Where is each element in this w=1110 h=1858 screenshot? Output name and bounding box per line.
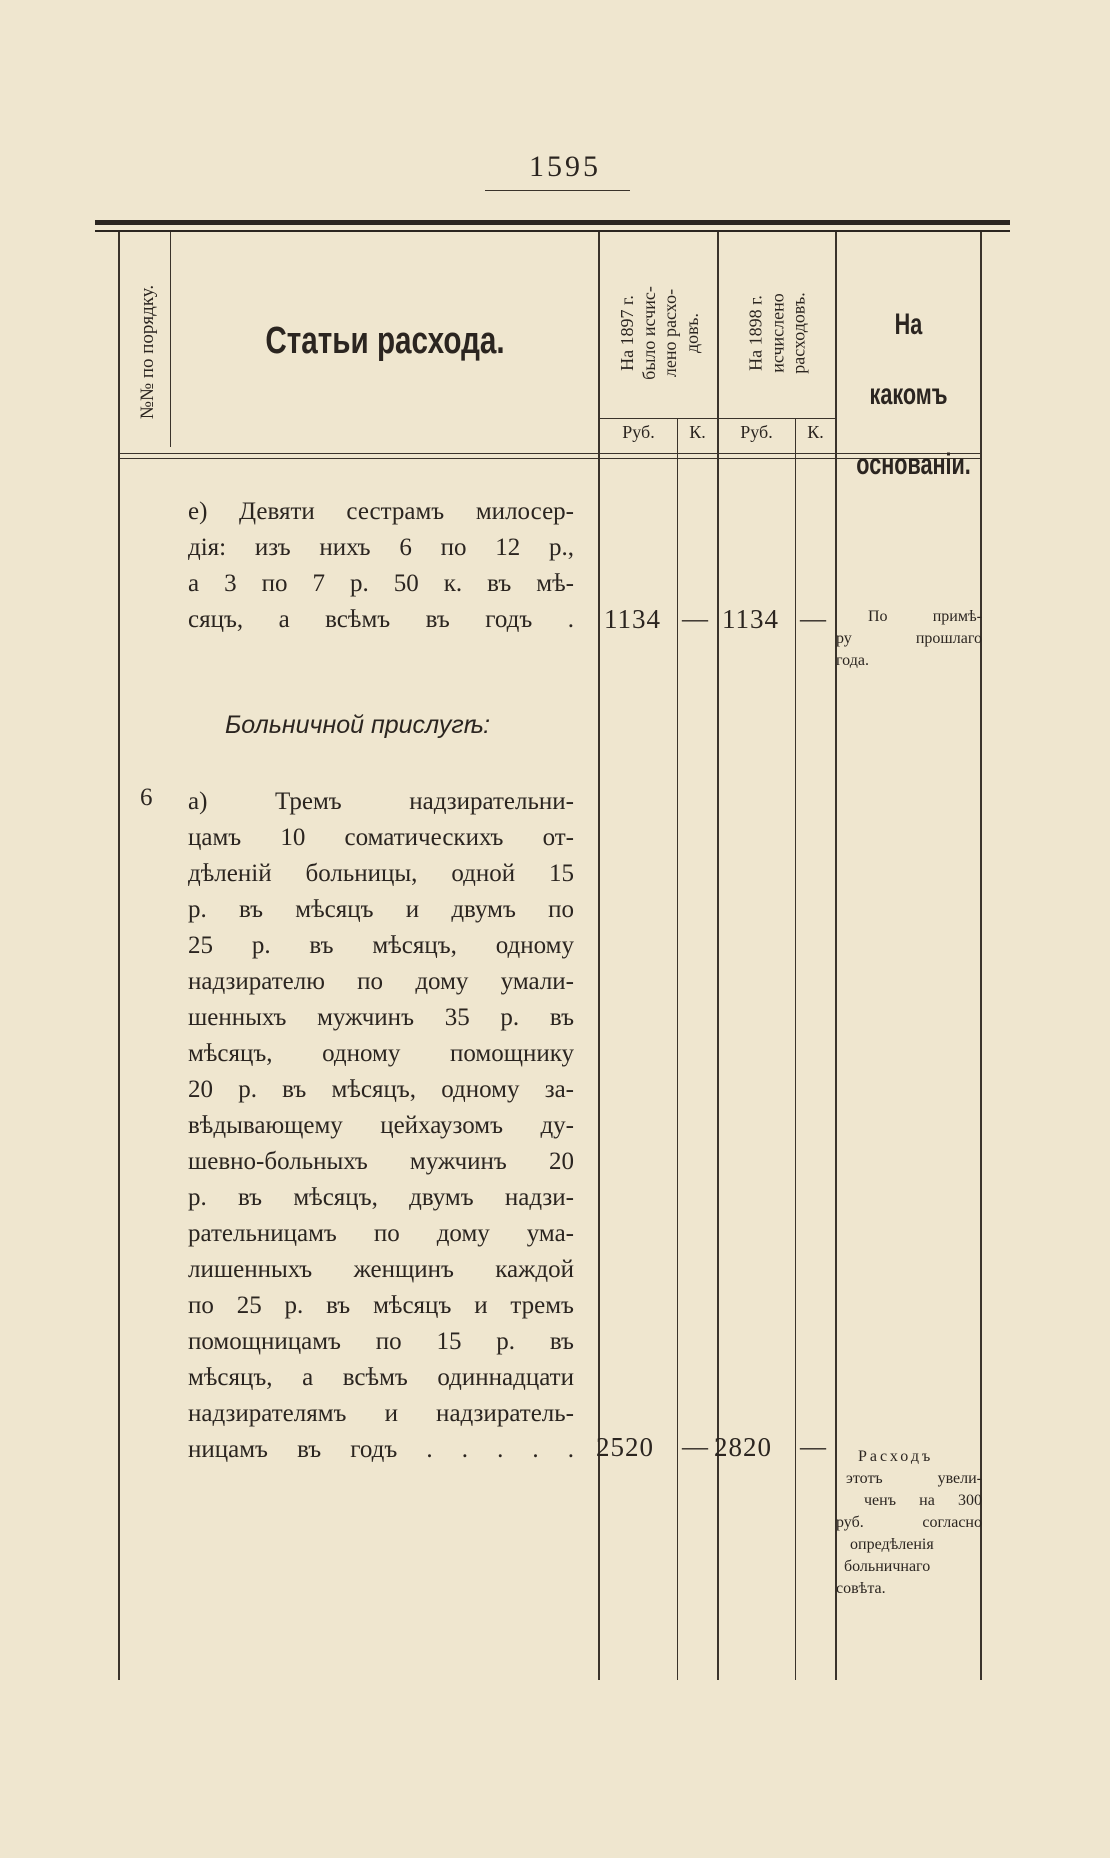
amount-1897: 1134 (604, 604, 661, 634)
table-top-rule-thin (95, 230, 1010, 232)
amount-1898: 2820 (714, 1432, 772, 1462)
text-line: надзирателямъ и надзиратель- (188, 1400, 574, 1427)
text-line: 20 р. въ мѣсяцъ, одному за- (188, 1076, 574, 1103)
text-line: сяцъ, а всѣмъ въ годъ . (188, 606, 574, 633)
column-divider-1897-kop (677, 418, 678, 1680)
text-line: шенныхъ мужчинъ 35 р. въ (188, 1004, 574, 1031)
text-line: ницамъ въ годъ . . . . . (188, 1436, 574, 1463)
text-line: лишенныхъ женщинъ каждой (188, 1256, 574, 1283)
sub-kop-1897: К. (689, 422, 706, 442)
header-1898-column (720, 245, 835, 420)
text-line: 25 р. въ мѣсяцъ, одному (188, 932, 574, 959)
text-line: помощницамъ по 15 р. въ (188, 1328, 574, 1355)
header-1897-column (600, 245, 720, 420)
text-line: а) Тремъ надзирательни- (188, 788, 574, 815)
row-item-text (188, 494, 574, 638)
header-number-column (118, 262, 178, 442)
header-1898-line: На 1898 г. (745, 294, 766, 371)
basis-line: ру прошлаго (836, 630, 982, 647)
basis-line: руб. согласно (836, 1514, 982, 1531)
basis-line: Расходъ (858, 1448, 934, 1465)
table-top-rule (95, 220, 1010, 225)
header-1897-line: довъ. (681, 312, 702, 353)
sub-rub-1898: Руб. (740, 422, 773, 442)
text-line: рательницамъ по дому ума- (188, 1220, 574, 1247)
row-number: 6 (140, 784, 153, 811)
sub-rub-1897: Руб. (622, 422, 655, 442)
row-basis-text (836, 606, 982, 672)
row-basis-text (836, 1446, 982, 1600)
kop-1897: — (682, 1432, 708, 1461)
header-1897-line: На 1897 г. (616, 294, 637, 371)
kop-1898: — (800, 604, 826, 633)
section-heading: Больничной прислугѣ: (225, 711, 491, 739)
amount-1898: 1134 (722, 604, 779, 634)
page-number: 1595 (529, 150, 601, 183)
text-line: дія: изъ нихъ 6 по 12 р., (188, 534, 574, 561)
row-item-text (188, 784, 574, 1468)
header-1897-line: лено расхо- (660, 288, 680, 377)
kop-1897: — (682, 604, 708, 633)
text-line: мѣсяцъ, а всѣмъ одиннадцати (188, 1364, 574, 1391)
basis-line: опредѣленія (850, 1536, 934, 1553)
header-basis-column (856, 290, 971, 500)
basis-line: ченъ на 300 (864, 1492, 982, 1509)
text-line: дѣленій больницы, одной 15 (188, 860, 574, 887)
table-left-border (118, 232, 120, 1680)
header-1898-line: расходовъ. (788, 291, 809, 374)
page-number-rule (485, 190, 630, 191)
header-basis-line: основаніи. (856, 448, 971, 481)
amount-1897: 2520 (596, 1432, 654, 1462)
text-line: е) Девяти сестрамъ милосер- (188, 498, 574, 525)
text-line: р. въ мѣсяцъ и двумъ по (188, 896, 574, 923)
text-line: цамъ 10 соматическихъ от- (188, 824, 574, 851)
basis-line: года. (836, 652, 869, 669)
header-1898-line: исчислено (766, 292, 787, 373)
column-divider-1898-kop (795, 418, 796, 1680)
text-line: р. въ мѣсяцъ, двумъ надзи- (188, 1184, 574, 1211)
sub-kop-1898: К. (807, 422, 824, 442)
text-line: шевно-больныхъ мужчинъ 20 (188, 1148, 574, 1175)
header-bottom-rule-2 (118, 458, 980, 459)
basis-line: совѣта. (836, 1580, 886, 1597)
header-basis-line: На какомъ (869, 308, 948, 411)
header-number-label: №№ по порядку. (137, 284, 159, 420)
basis-line: больничнаго (844, 1558, 931, 1575)
text-line: по 25 р. въ мѣсяцъ и тремъ (188, 1292, 574, 1319)
kop-1898: — (800, 1432, 826, 1461)
text-line: надзирателю по дому умали- (188, 968, 574, 995)
text-line: а 3 по 7 р. 50 к. въ мѣ- (188, 570, 574, 597)
header-1897-line: было исчис- (638, 285, 659, 380)
basis-line: этотъ увели- (846, 1470, 982, 1487)
text-line: мѣсяцъ, одному помощнику (188, 1040, 574, 1067)
text-line: вѣдывающему цейхаузомъ ду- (188, 1112, 574, 1139)
basis-line: По примѣ- (868, 608, 982, 625)
header-bottom-rule (118, 453, 980, 454)
header-items-column: Статьи расхода. (265, 320, 505, 362)
